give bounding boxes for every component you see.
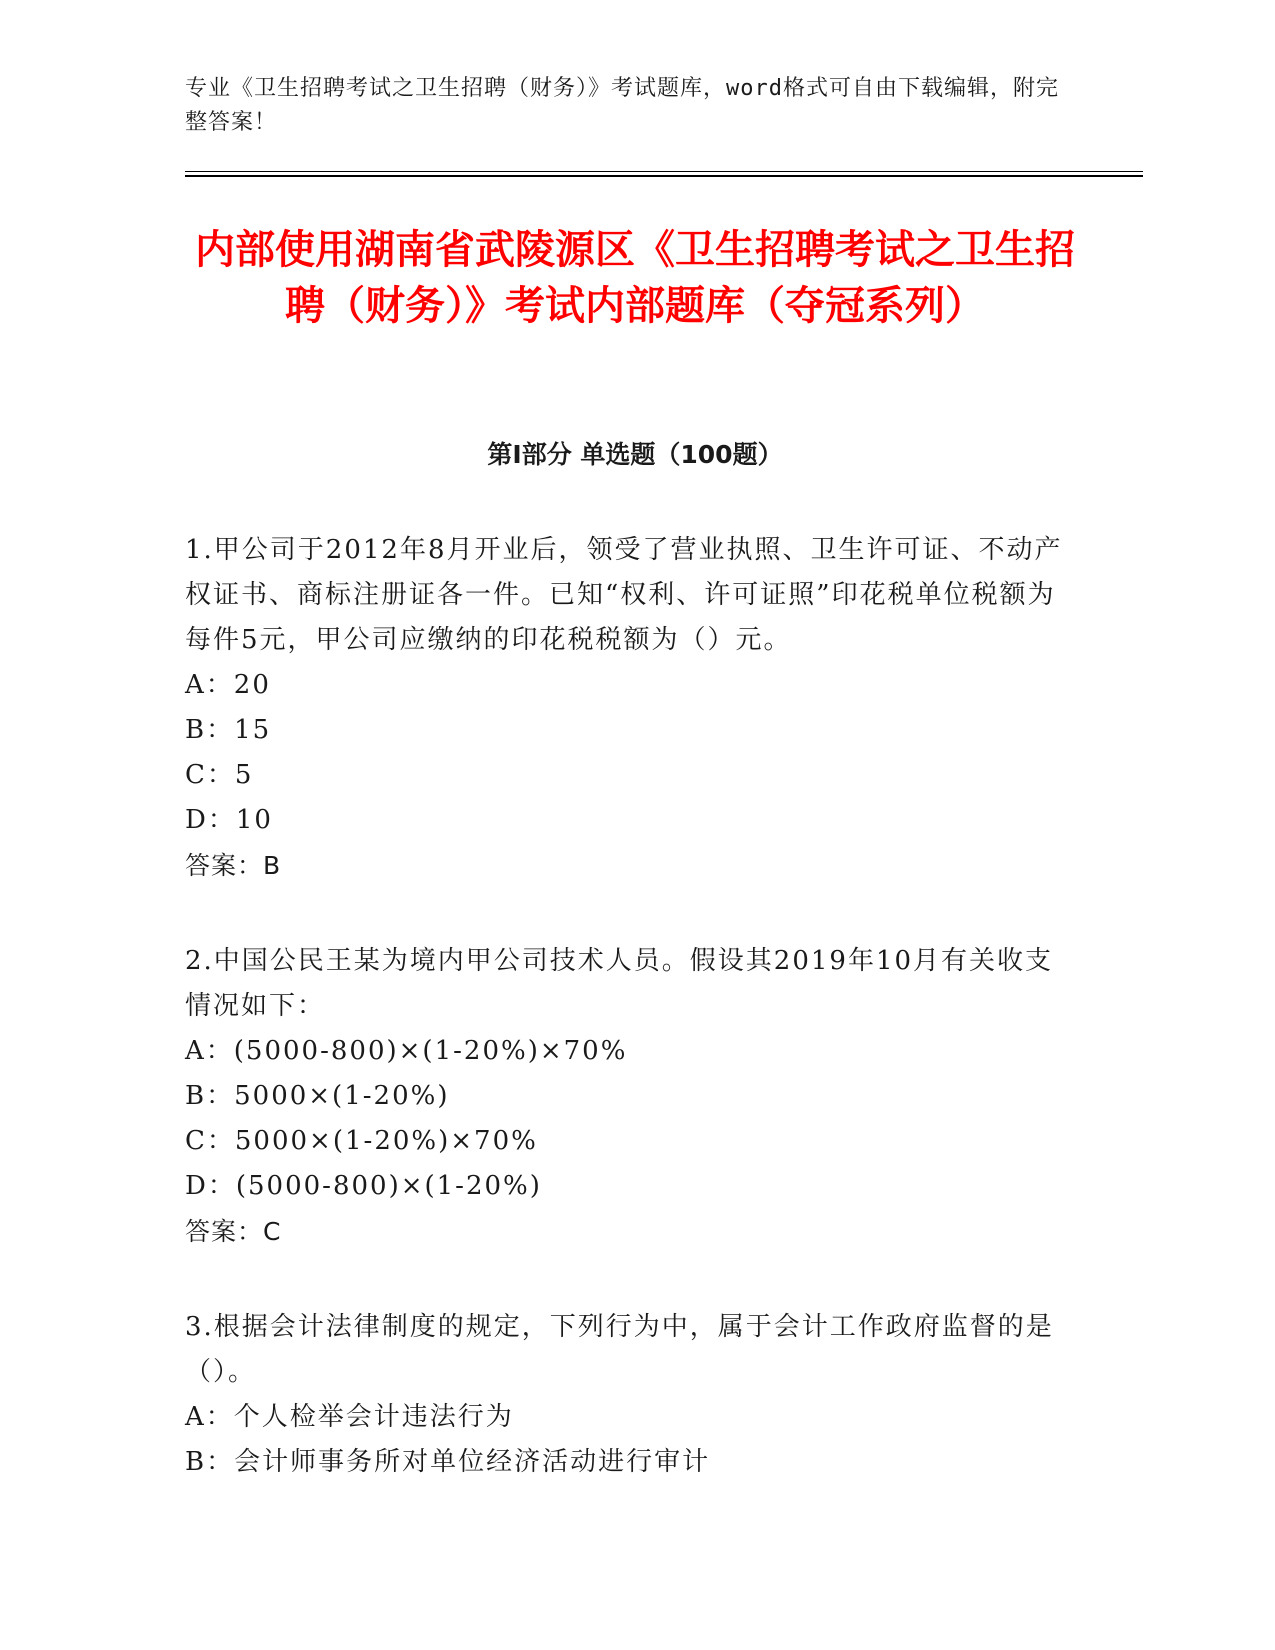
header-note: 专业《卫生招聘考试之卫生招聘（财务）》考试题库，word格式可自由下载编辑，附完整答案！ <box>185 76 1059 135</box>
option-a: A：个人检举会计违法行为 <box>185 1402 514 1432</box>
question-3 <box>185 1305 1065 1485</box>
question-stem: 3.根据会计法律制度的规定，下列行为中，属于会计工作政府监督的是（）。 <box>185 1312 1054 1387</box>
option-d: D：10 <box>185 805 273 835</box>
option-a: A：(5000-800)×(1-20%)×70% <box>185 1036 628 1066</box>
question-list <box>185 528 1065 1535</box>
question-stem: 1.甲公司于2012年8月开业后，领受了营业执照、卫生许可证、不动产权证书、商标注册证各一件。已知“权利、许可证照”印花税单位税额为每件5元，甲公司应缴纳的印花税税额为（）元。 <box>185 535 1063 655</box>
answer: 答案：C <box>185 1217 282 1246</box>
question-stem: 2.中国公民王某为境内甲公司技术人员。假设其2019年10月有关收支情况如下： <box>185 946 1054 1021</box>
option-c: C：5 <box>185 760 254 790</box>
option-b: B：5000×(1-20%) <box>185 1081 450 1111</box>
section-title: 第I部分 单选题（100题） <box>487 440 783 469</box>
header-divider-thick <box>185 175 1143 177</box>
option-d: D：(5000-800)×(1-20%) <box>185 1171 542 1201</box>
answer: 答案：B <box>185 851 282 880</box>
question-2 <box>185 939 1065 1255</box>
document-title: 内部使用湖南省武陵源区《卫生招聘考试之卫生招聘（财务）》考试内部题库（夺冠系列） <box>195 227 1075 329</box>
option-b: B：会计师事务所对单位经济活动进行审计 <box>185 1447 711 1477</box>
question-1 <box>185 528 1065 889</box>
header-divider-thin <box>185 171 1143 172</box>
option-a: A：20 <box>185 670 271 700</box>
option-b: B：15 <box>185 715 272 745</box>
option-c: C：5000×(1-20%)×70% <box>185 1126 538 1156</box>
